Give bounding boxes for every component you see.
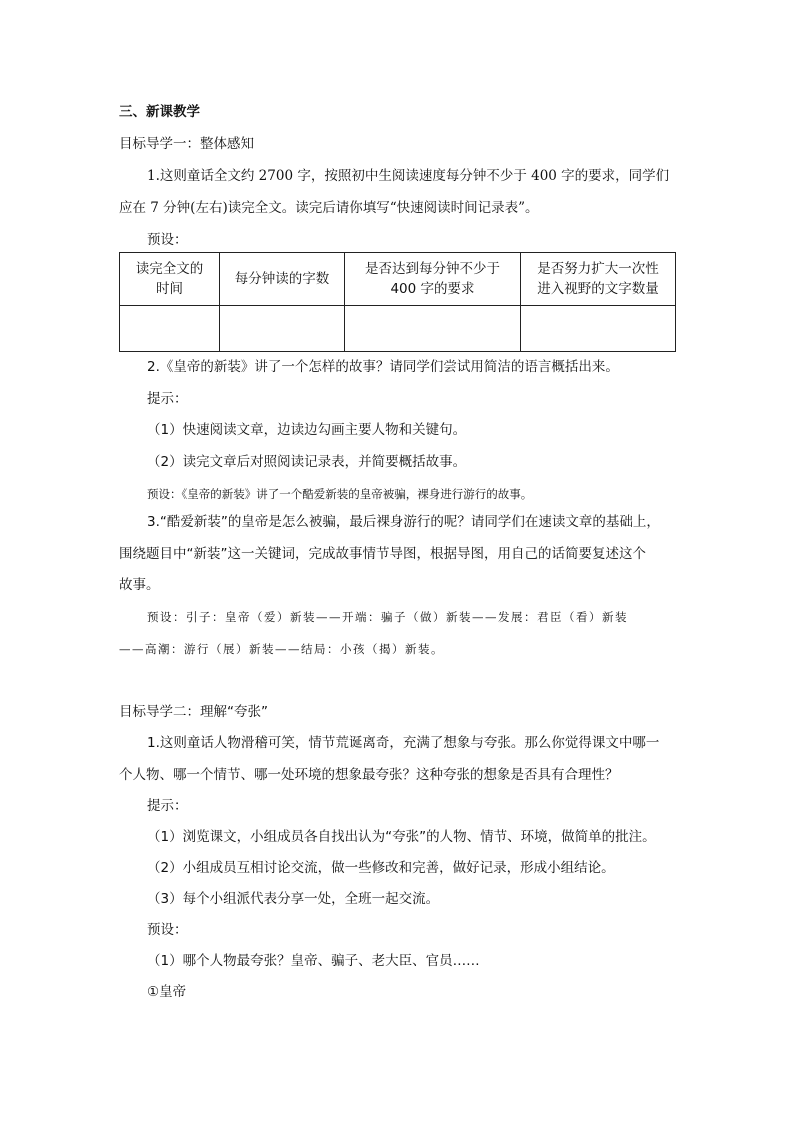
table-preset-label: 预设： — [147, 232, 188, 248]
table-cell — [345, 306, 521, 352]
goal1-question3-preset-line1: 预设：引子：皇帝（爱）新装——开端：骗子（做）新装——发展：君臣（看）新装 — [147, 610, 628, 624]
goal1-hint-item: （2）读完文章后对照阅读记录表，并简要概括故事。 — [147, 454, 467, 470]
table-row — [120, 306, 676, 352]
goal2-preset-item: ①皇帝 — [147, 984, 187, 1000]
reading-record-table — [119, 252, 676, 352]
goal2-hint-item: （2）小组成员互相讨论交流，做一些修改和完善，做好记录，形成小组结论。 — [147, 860, 615, 876]
goal1-question3-line1: 3.“酷爱新装”的皇帝是怎么被骗，最后裸身游行的呢？请同学们在速读文章的基础上， — [147, 514, 660, 530]
section-title: 三、新课教学 — [119, 104, 200, 120]
goal1-heading: 目标导学一：整体感知 — [119, 136, 254, 152]
goal2-preset-item: （1）哪个人物最夸张？皇帝、骗子、老大臣、官员…… — [147, 953, 480, 969]
goal2-heading: 目标导学二：理解“夸张” — [119, 704, 268, 720]
goal1-question2-preset: 预设：《皇帝的新装》讲了一个酷爱新装的皇帝被骗，裸身进行游行的故事。 — [147, 487, 533, 501]
goal1-hint-label: 提示： — [147, 391, 188, 407]
goal1-question3-preset-line2: ——高潮：游行（展）新装——结局：小孩（揭）新装。 — [119, 642, 444, 656]
table-header-row — [120, 253, 676, 306]
goal1-question1-line1: 1.这则童话全文约 2700 字，按照初中生阅读速度每分钟不少于 400 字的要求，同学们 — [147, 168, 670, 184]
table-cell — [220, 306, 345, 352]
goal1-question3-line3: 故事。 — [119, 577, 160, 593]
goal1-question2: 2.《皇帝的新装》讲了一个怎样的故事？请同学们尝试用简洁的语言概括出来。 — [147, 359, 619, 375]
goal1-question1-line2: 应在 7 分钟(左右)读完全文。读完后请你填写“快速阅读时间记录表”。 — [119, 200, 539, 216]
goal2-hint-item: （3）每个小组派代表分享一处，全班一起交流。 — [147, 891, 440, 907]
goal2-question1-line2: 个人物、哪一个情节、哪一处环境的想象最夸张？这种夸张的想象是否具有合理性？ — [119, 767, 619, 783]
goal1-question3-line2: 围绕题目中“新装”这一关键词，完成故事情节导图，根据导图，用自己的话简要复述这个 — [119, 546, 646, 562]
table-header-cell: 是否努力扩大一次性 进入视野的文字数量 — [521, 253, 676, 306]
goal2-hint-label: 提示： — [147, 798, 188, 814]
table-header-cell: 每分钟读的字数 — [220, 253, 345, 306]
goal2-preset-label: 预设： — [147, 922, 188, 938]
table-header-cell: 读完全文的 时间 — [120, 253, 220, 306]
goal2-hint-item: （1）浏览课文，小组成员各自找出认为“夸张”的人物、情节、环境，做简单的批注。 — [147, 829, 656, 845]
table-cell — [521, 306, 676, 352]
goal2-question1-line1: 1.这则童话人物滑稽可笑，情节荒诞离奇，充满了想象与夸张。那么你觉得课文中哪一 — [147, 735, 660, 751]
table-header-cell: 是否达到每分钟不少于 400 字的要求 — [345, 253, 521, 306]
goal1-hint-item: （1）快速阅读文章，边读边勾画主要人物和关键句。 — [147, 422, 467, 438]
table-cell — [120, 306, 220, 352]
